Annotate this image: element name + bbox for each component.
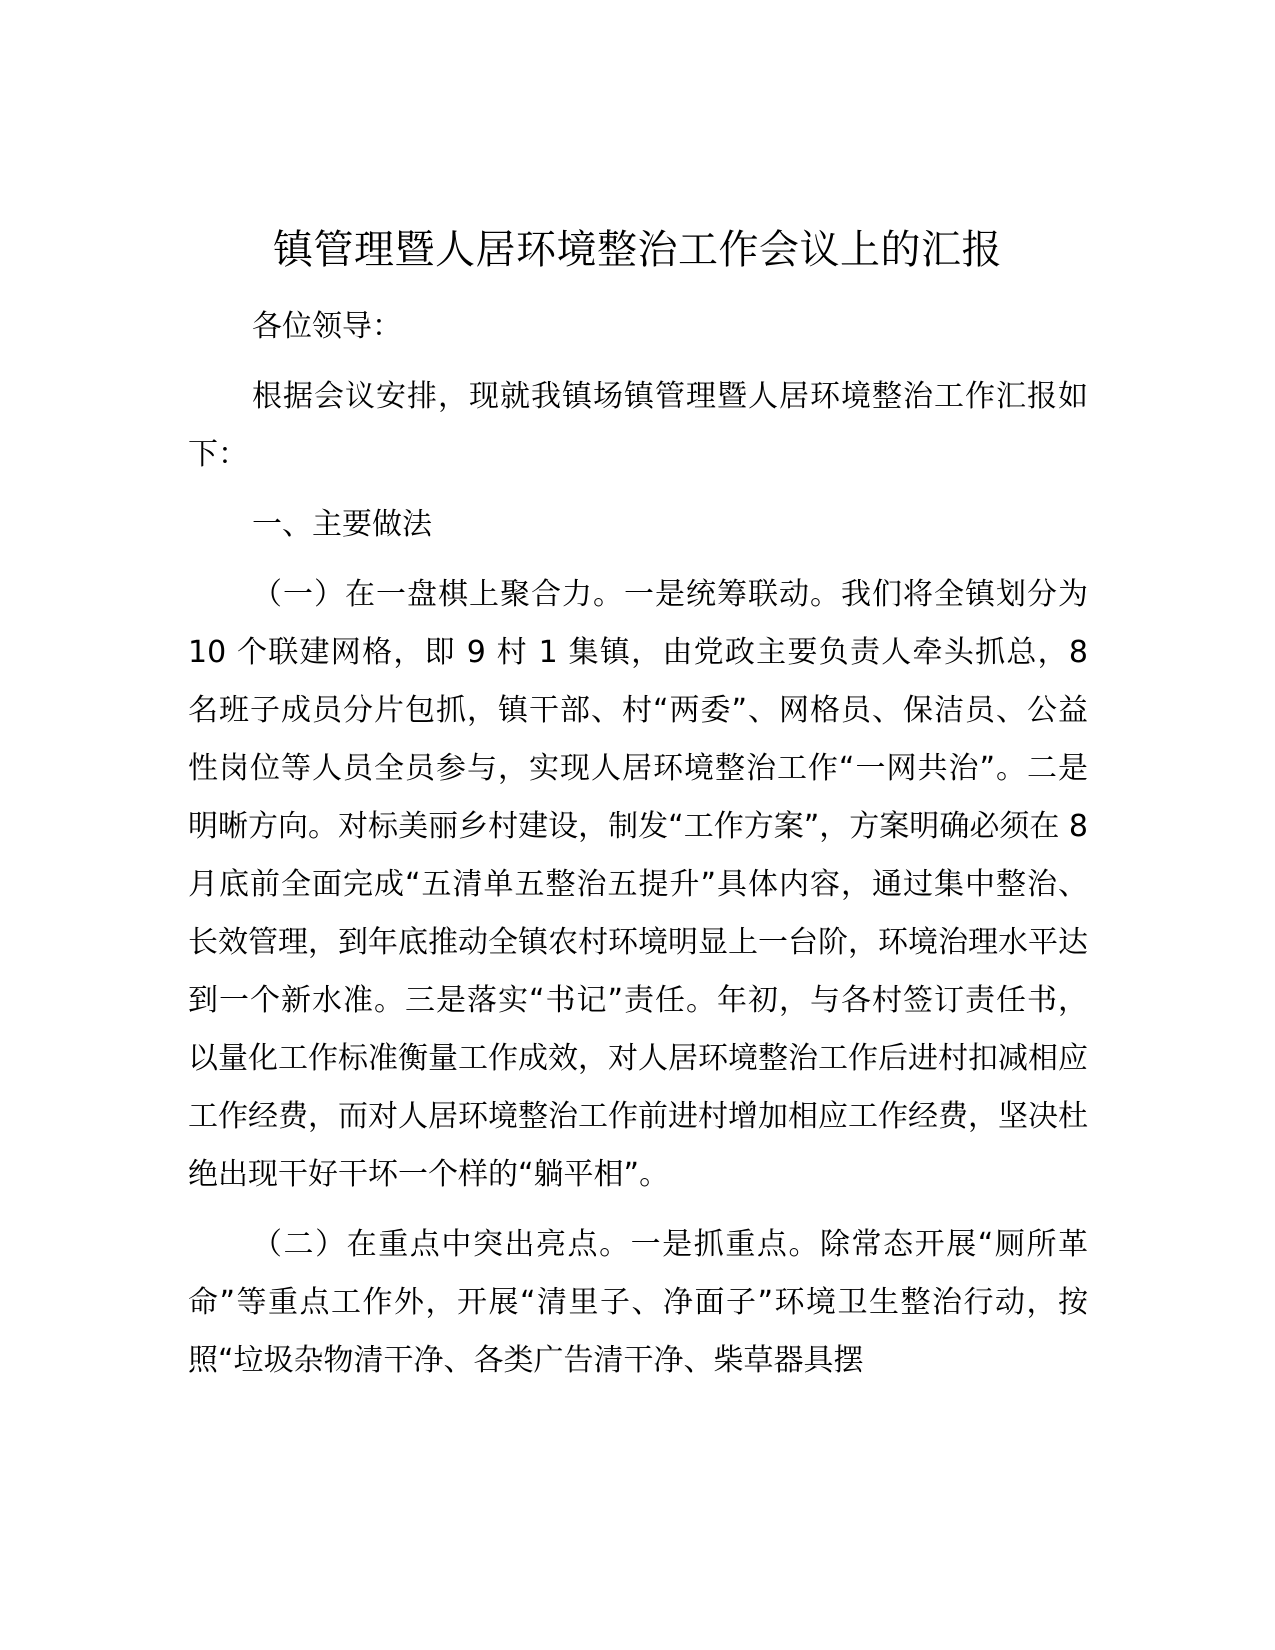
document-body (188, 298, 1088, 1390)
document-title: 镇管理暨人居环境整治工作会议上的汇报 (273, 227, 1002, 273)
intro-paragraph: 根据会议安排，现就我镇场镇管理暨人居环境整治工作汇报如下： (188, 379, 1088, 472)
paragraph-2: （二）在重点中突出亮点。一是抓重点。除常态开展“厕所革命”等重点工作外，开展“清里子、净面子”环境卫生整治行动，按照“垃圾杂物清干净、各类广告清干净、柴草器具摆 (188, 1227, 1088, 1378)
salutation: 各位领导： (252, 309, 402, 344)
paragraph-1: （一）在一盘棋上聚合力。一是统筹联动。我们将全镇划分为 10 个联建网格，即 9 村 1 集镇，由党政主要负责人牵头抓总，8 名班子成员分片包抓，镇干部、村“两委”、网格员、保洁员、公益性岗位等人员全员参与，实现人居环境整治工作“一网共治”。二是明晰方向。对标美丽乡村建设，制发“工作方案”，方案明确必须在 8 月底前全面完成“五清单五整治五提升”具体内容，通过集中整治、长效管理，到年底推动全镇农村环境明显上一台阶，环境治理水平达到一个新水准。三是落实“书记”责任。年初，与各村签订责任书，以量化工作标准衡量工作成效，对人居环境整治工作后进村扣减相应工作经费，而对人居环境整治工作前进村增加相应工作经费，坚决杜绝出现干好干坏一个样的“躺平相”。 (188, 577, 1088, 1192)
section-heading: 一、主要做法 (252, 507, 432, 542)
